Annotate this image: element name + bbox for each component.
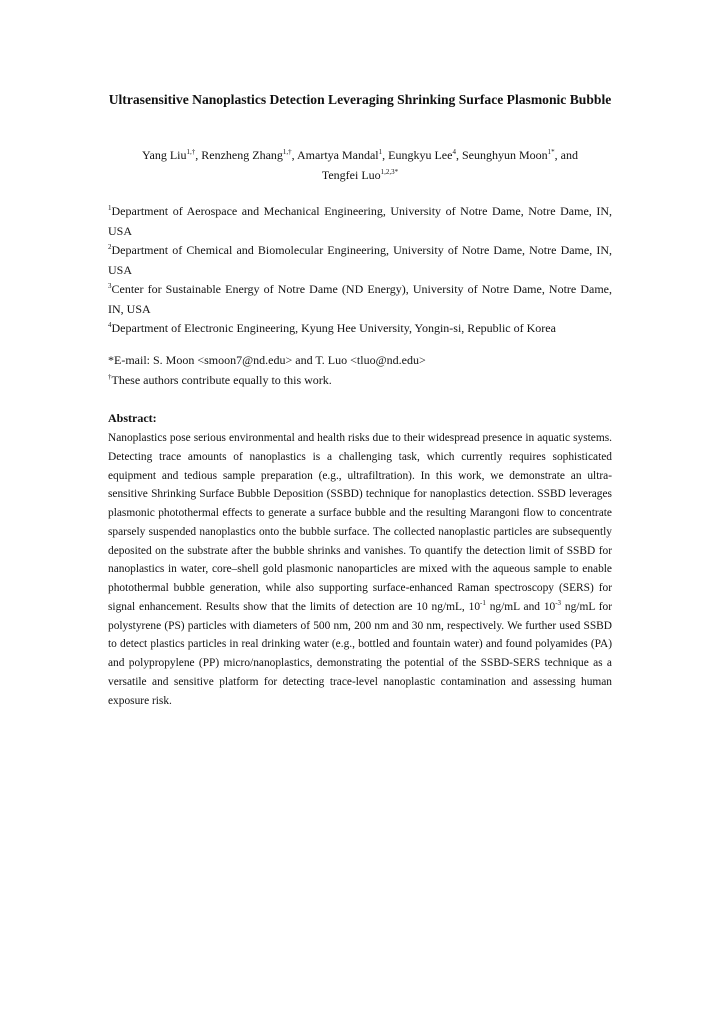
contact-info bbox=[108, 351, 612, 390]
abstract-heading: Abstract: bbox=[108, 411, 157, 425]
author: Amartya Mandal$^1$, bbox=[297, 148, 389, 162]
equal-contribution-note: †These authors contribute equally to this work. bbox=[108, 372, 332, 387]
affiliation: $^3$Center for Sustainable Energy of Notre Dame (ND Energy), University of Notre Dame, Notre Dame, IN, USA bbox=[108, 282, 612, 316]
affiliation-list bbox=[108, 202, 612, 339]
author: Tengfei Luo$^{1,2,3*}$ bbox=[321, 168, 399, 182]
affiliation: $^4$Department of Electronic Engineering, Kyung Hee University, Yongin-si, Republic of Korea bbox=[108, 321, 556, 335]
corresponding-email: *E-mail: S. Moon <smoon7@nd.edu> and T. Luo <tluo@nd.edu> bbox=[108, 353, 426, 367]
author: Renzheng Zhang$^{1,\dagger}$, bbox=[201, 148, 297, 162]
author: Eungkyu Lee$^4$, bbox=[388, 148, 462, 162]
abstract-text: Nanoplastics pose serious environmental and health risks due to their widespread presence in aquatic systems. Detecting trace amounts of nanoplastics is a challenging task, which currently requires sophisticated equipment and tedious sample preparation (e.g., ultrafiltration). In this work, we demonstrate an ultra-sensitive Shrinking Surface Bubble Deposition (SSBD) technique for nanoplastics detection. SSBD leverages plasmonic photothermal effects to generate a surface bubble and the resulting Marangoni flow to concentrate sparsely suspended nanoplastics onto the bubble surface. The collected nanoplastic particles are subsequently deposited on the substrate after the bubble shrinks and vanishes. To quantify the detection limit of SSBD for nanoplastics in water, core–shell gold plasmonic nanoparticles are mixed with the aqueous sample to enable photothermal bubble generation, while also supporting surface-enhanced Raman spectroscopy (SERS) for signal enhancement. Results show that the limits of detection are 10 ng/mL, $10^{-1}$ ng/mL and $10^{-3}$ ng/mL for polystyrene (PS) particles with diameters of 500 nm, 200 nm and 30 nm, respectively. We further used SSBD to detect plastics particles in real drinking water (e.g., bottled and fountain water) and found polyamides (PA) and polypropylene (PP) micro/nanoplastics, demonstrating the potential of the SSBD-SERS technique as a versatile and sensitive platform for detecting trace-level nanoplastic contamination and assessing human exposure risk. bbox=[108, 432, 612, 707]
author: Yang Liu$^{1,\dagger}$, bbox=[142, 148, 202, 162]
affiliation: $^2$Department of Chemical and Biomolecular Engineering, University of Notre Dame, Notre Dame, IN, USA bbox=[108, 243, 612, 277]
author: Seunghyun Moon$^{1*}$, and bbox=[461, 148, 578, 162]
paper-title: Ultrasensitive Nanoplastics Detection Leveraging Shrinking Surface Plasmonic Bubble bbox=[108, 92, 612, 107]
author-list bbox=[108, 145, 612, 185]
affiliation: $^1$Department of Aerospace and Mechanical Engineering, University of Notre Dame, Notre Dame, IN, USA bbox=[108, 204, 612, 238]
